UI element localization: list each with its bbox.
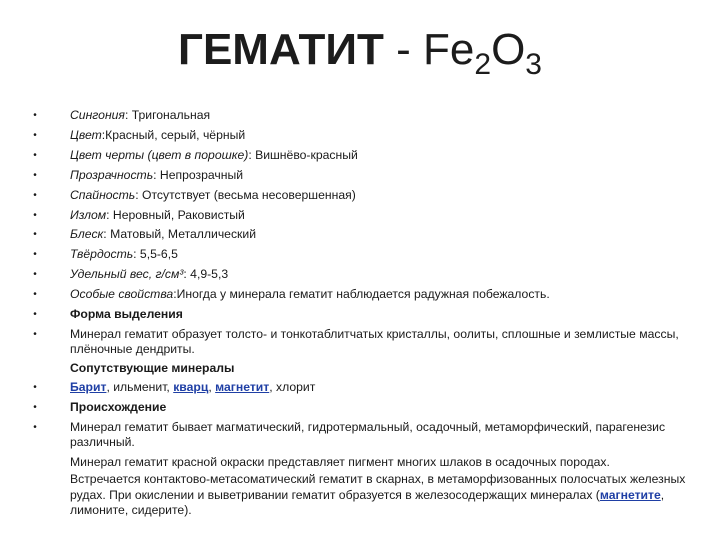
prop-value: Иногда у минерала гематит наблюдается радужная побежалость. xyxy=(176,287,550,302)
prop-label: Твёрдость xyxy=(70,247,134,262)
bullet-icon: • xyxy=(33,328,37,340)
prop-sep: : xyxy=(103,227,111,242)
companions-text-1: , ильменит, xyxy=(106,379,174,394)
list-item-origin-heading xyxy=(30,398,710,418)
list-item-form-heading xyxy=(30,305,710,325)
list-item xyxy=(30,285,710,305)
list-item xyxy=(30,106,710,126)
prop-sep: : xyxy=(106,207,113,222)
property-list xyxy=(30,106,710,519)
title-formula-o: O xyxy=(491,25,526,74)
title-sub-2: 3 xyxy=(525,48,542,81)
prop-value: Отсутствует (весьма несовершенная) xyxy=(142,187,356,202)
prop-value: Красный, серый, чёрный xyxy=(105,127,246,142)
bullet-icon: • xyxy=(33,209,37,221)
list-item xyxy=(30,126,710,146)
prop-label: Цвет черты (цвет в порошке) xyxy=(70,147,249,162)
list-item xyxy=(30,166,710,186)
form-heading: Форма выделения xyxy=(70,307,183,322)
origin-heading: Происхождение xyxy=(70,399,167,414)
prop-sep: : xyxy=(153,167,160,182)
bullet-icon: • xyxy=(33,289,37,301)
title-main: ГЕМАТИТ xyxy=(178,25,384,74)
bullet-icon: • xyxy=(33,189,37,201)
prop-value: Непрозрачный xyxy=(159,167,244,182)
bullet-icon: • xyxy=(33,381,37,393)
companions-text-3: , хлорит xyxy=(269,379,316,394)
prop-value: Тригональная xyxy=(131,108,211,122)
list-item xyxy=(30,206,710,226)
prop-value: Матовый, Металлический xyxy=(110,227,257,242)
list-item xyxy=(30,265,710,285)
prop-sep: : xyxy=(248,147,256,162)
list-item xyxy=(30,245,710,265)
prop-label: Цвет xyxy=(70,127,102,142)
bullet-icon: • xyxy=(33,129,37,141)
prop-value: 5,5-6,5 xyxy=(139,247,178,262)
bullet-icon: • xyxy=(33,269,37,281)
origin-p3-start: Встречается контактово-метасоматический гематит в скарнах, в метаморфизованных полосчатых железных рудах. При окислении и выветривании гематит образуется в железосодержащих минералах ( xyxy=(70,472,686,502)
origin-paragraph-2: Минерал гематит красной окраски представляет пигмент многих шлаков в осадочных породах. xyxy=(70,454,610,469)
prop-label: Удельный вес, г/см³ xyxy=(70,267,184,282)
prop-value: Неровный, Раковистый xyxy=(112,207,245,222)
prop-sep: : xyxy=(101,127,106,142)
bullet-icon: • xyxy=(33,401,37,413)
prop-sep: : xyxy=(183,267,191,282)
list-item xyxy=(30,225,710,245)
bullet-icon: • xyxy=(33,110,37,121)
prop-label: Блеск xyxy=(70,227,104,242)
barite-link[interactable]: Барит xyxy=(70,379,107,394)
prop-sep: : xyxy=(124,108,132,122)
prop-label: Спайность xyxy=(70,187,136,202)
prop-value: Вишнёво-красный xyxy=(255,147,358,162)
quartz-link[interactable]: кварц xyxy=(173,379,209,394)
prop-label: Особые свойства xyxy=(70,287,174,302)
title-sub-1: 2 xyxy=(474,48,492,81)
origin-paragraph-1: Минерал гематит бывает магматический, гидротермальный, осадочный, метаморфический, парагенезис различный. xyxy=(70,419,666,450)
bullet-icon: • xyxy=(33,149,37,161)
slide-title xyxy=(0,22,720,81)
bullet-icon: • xyxy=(33,169,37,181)
bullet-icon: • xyxy=(33,249,37,261)
prop-label: Прозрачность xyxy=(70,167,154,182)
title-formula-prefix: - Fe xyxy=(383,25,475,74)
prop-sep: : xyxy=(133,247,140,262)
companions-heading: Сопутствующие минералы xyxy=(70,360,235,375)
form-text: Минерал гематит образует толсто- и тонкотаблитчатых кристаллы, оолиты, сплошные и землистые массы, плёночные дендриты. xyxy=(70,326,679,357)
magnetite-link-2[interactable]: магнетите xyxy=(599,487,661,502)
bullet-icon: • xyxy=(33,421,37,433)
list-item-origin-text xyxy=(30,418,710,519)
prop-sep: : xyxy=(173,287,177,302)
prop-value: 4,9-5,3 xyxy=(190,267,229,282)
list-item-companions xyxy=(30,378,710,398)
prop-label: Излом xyxy=(70,207,107,222)
origin-paragraph-3 xyxy=(70,472,710,519)
magnetite-link[interactable]: магнетит xyxy=(215,379,270,394)
bullet-icon: • xyxy=(33,229,37,241)
bullet-icon: • xyxy=(33,309,37,321)
origin-p3-end: , лимоните, сидерите). xyxy=(70,487,665,518)
companions-text-2: , xyxy=(208,379,216,394)
prop-sep: : xyxy=(135,187,142,202)
list-item xyxy=(30,186,710,206)
prop-label: Сингония xyxy=(70,108,125,122)
list-item xyxy=(30,146,710,166)
list-item-form-text xyxy=(30,325,710,378)
